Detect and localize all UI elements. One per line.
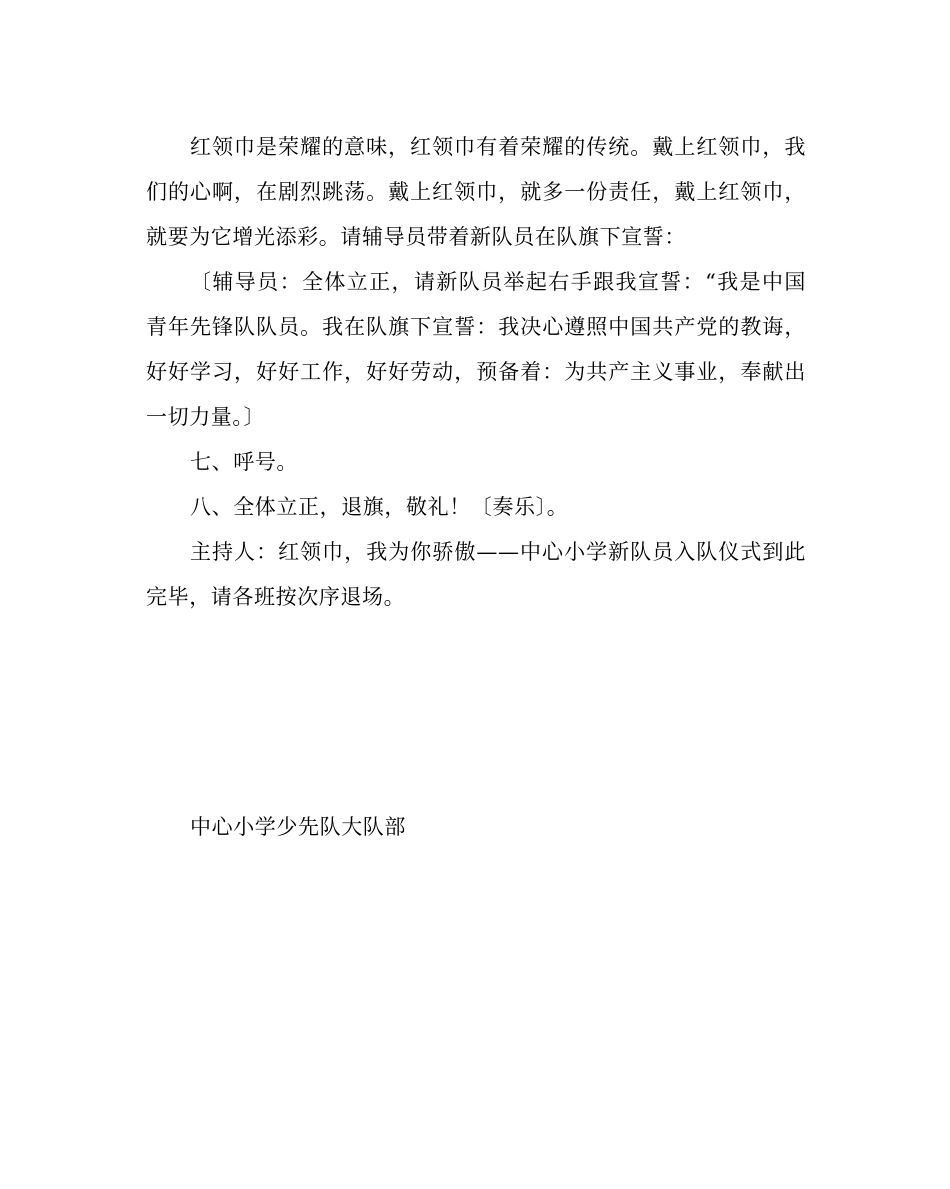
paragraph-host-closing: 主持人：红领巾，我为你骄傲——中心小学新队员入队仪式到此完毕，请各班按次序退场。 [146,540,806,609]
signature-organization: 中心小学少先队大队部 [190,815,406,839]
paragraph-oath: 〔辅导员：全体立正，请新队员举起右手跟我宣誓：“我是中国青年先锋队队员。我在队旗下宣誓：我决心遵照中国共产党的教诲，好好学习，好好工作，好好劳动，预备着：为共产主义事业，奉献出一切力量。〕 [146,270,806,429]
paragraph-step-seven: 七、呼号。 [190,450,298,474]
document-body [146,125,806,620]
paragraph-red-scarf-honor: 红领巾是荣耀的意味，红领巾有着荣耀的传统。戴上红领巾，我们的心啊，在剧烈跳荡。戴上红领巾，就多一份责任，戴上红领巾，就要为它增光添彩。请辅导员带着新队员在队旗下宣誓： [146,135,806,249]
paragraph-step-eight: 八、全体立正，退旗，敬礼！〔奏乐〕。 [190,495,569,519]
